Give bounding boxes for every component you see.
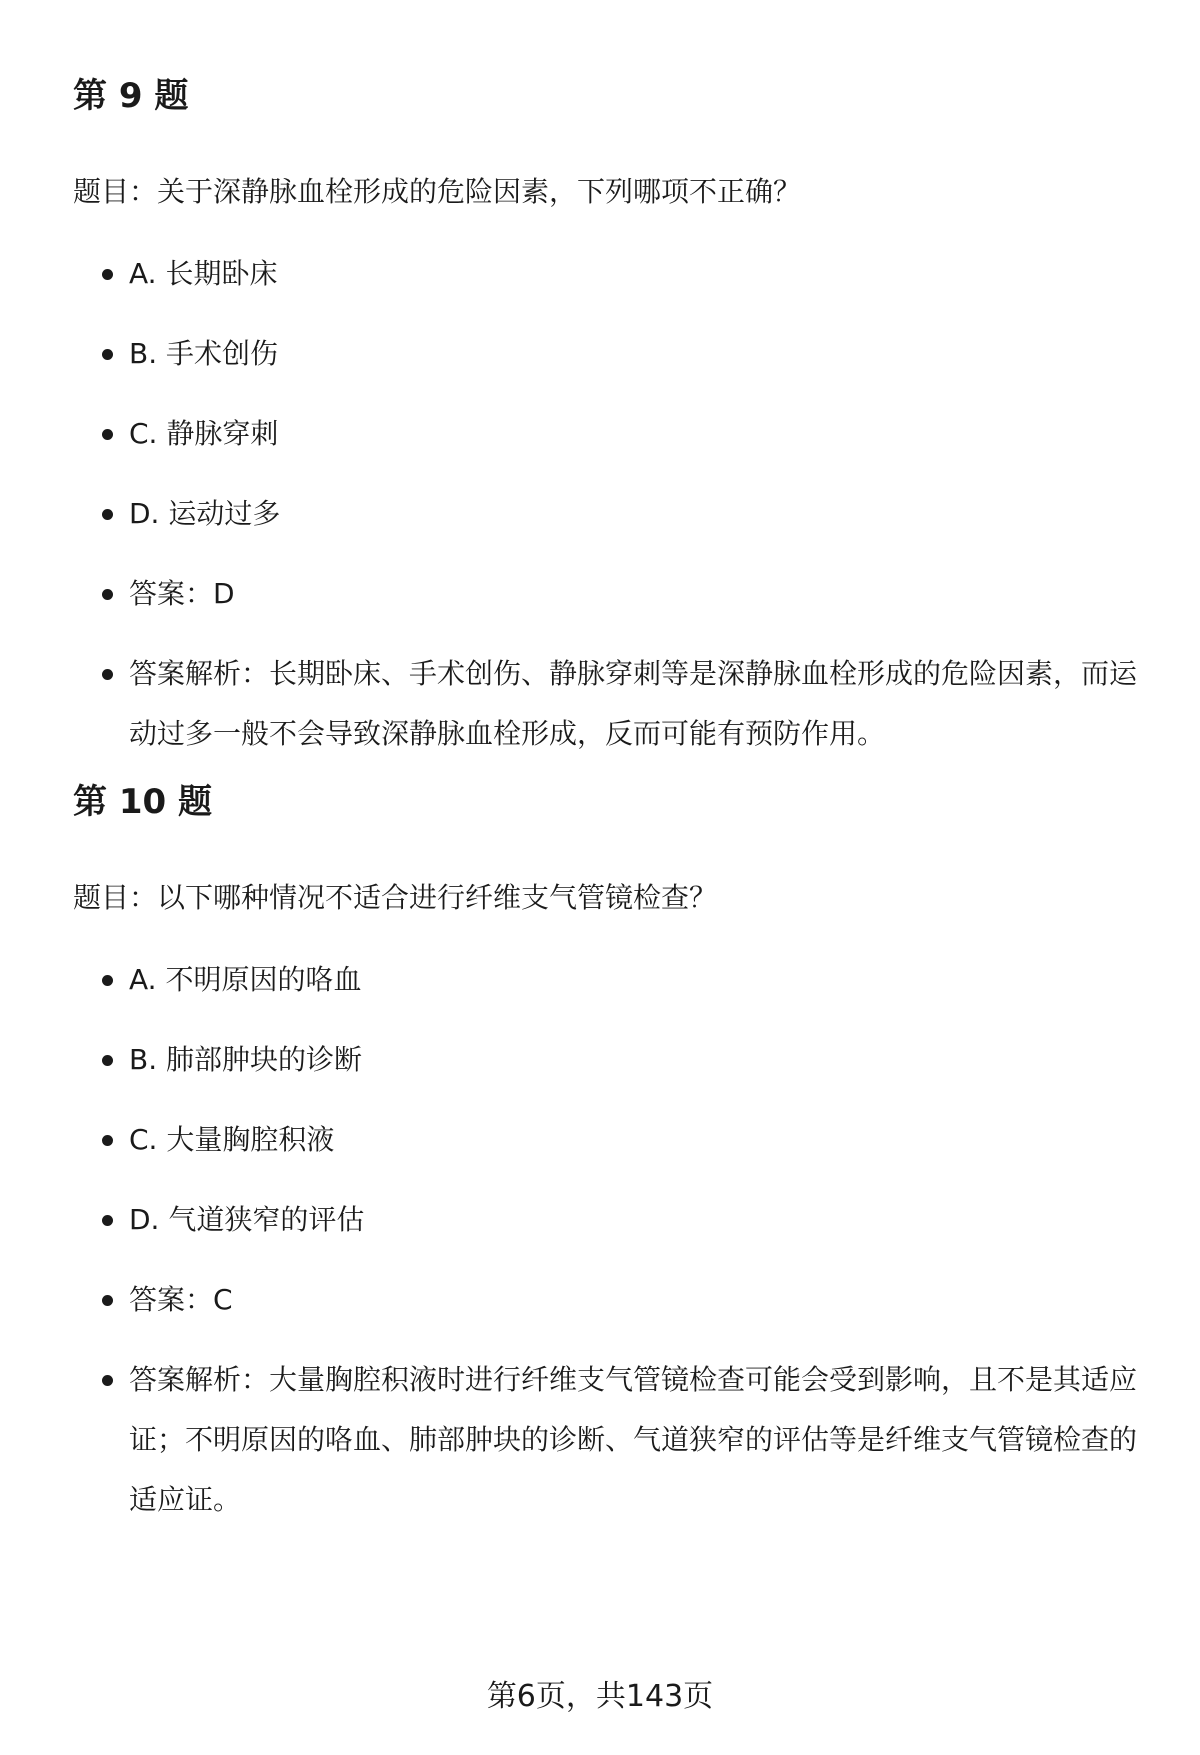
question-heading: 第 9 题 — [73, 76, 189, 116]
bullet-icon — [102, 1135, 113, 1146]
question-9 — [73, 72, 1143, 750]
bullet-icon — [102, 349, 113, 360]
question-10 — [73, 778, 1143, 1516]
bullet-icon — [102, 509, 113, 520]
bullet-icon — [102, 1055, 113, 1066]
option-b: B. 手术创伤 — [73, 324, 1143, 384]
bullet-icon — [102, 429, 113, 440]
option-d: D. 气道狭窄的评估 — [73, 1190, 1143, 1250]
question-prompt: 题目：以下哪种情况不适合进行纤维支气管镜检查？ — [73, 881, 718, 914]
answer: 答案：C — [73, 1270, 1143, 1330]
option-c: C. 静脉穿刺 — [73, 404, 1143, 464]
option-d: D. 运动过多 — [73, 484, 1143, 544]
bullet-icon — [102, 269, 113, 280]
answer-explanation: 答案解析：长期卧床、手术创伤、静脉穿刺等是深静脉血栓形成的危险因素，而运动过多一般不会导致深静脉血栓形成，反而可能有预防作用。 — [73, 644, 1143, 764]
page-number: 第6页，共143页 — [486, 1679, 714, 1714]
bullet-icon — [102, 1375, 113, 1386]
bullet-icon — [102, 589, 113, 600]
answer: 答案：D — [73, 564, 1143, 624]
bullet-icon — [102, 975, 113, 986]
option-b: B. 肺部肿块的诊断 — [73, 1030, 1143, 1090]
option-a: A. 长期卧床 — [73, 244, 1143, 304]
bullet-icon — [102, 669, 113, 680]
option-c: C. 大量胸腔积液 — [73, 1110, 1143, 1170]
option-a: A. 不明原因的咯血 — [73, 950, 1143, 1010]
answer-explanation: 答案解析：大量胸腔积液时进行纤维支气管镜检查可能会受到影响，且不是其适应证；不明原因的咯血、肺部肿块的诊断、气道狭窄的评估等是纤维支气管镜检查的适应证。 — [73, 1350, 1143, 1530]
bullet-icon — [102, 1215, 113, 1226]
question-prompt: 题目：关于深静脉血栓形成的危险因素，下列哪项不正确？ — [73, 175, 802, 208]
bullet-icon — [102, 1295, 113, 1306]
question-heading: 第 10 题 — [73, 782, 212, 822]
